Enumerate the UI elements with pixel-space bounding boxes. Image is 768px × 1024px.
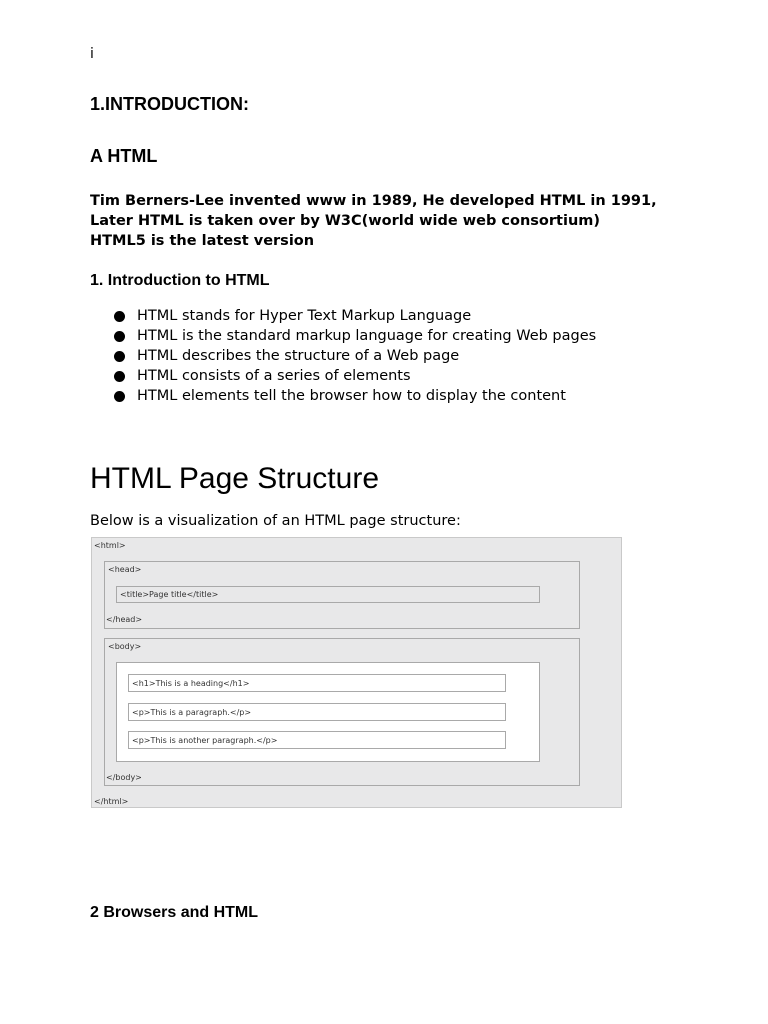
paragraph-line: HTML5 is the latest version xyxy=(90,233,315,249)
p1-tag: <p>This is a paragraph.</p> xyxy=(132,708,252,717)
subsection-heading-browsers: 2 Browsers and HTML xyxy=(90,904,259,921)
paragraph-line: Tim Berners-Lee invented www in 1989, He developed HTML in 1991, xyxy=(90,193,657,209)
list-item-text: HTML elements tell the browser how to display the content xyxy=(137,388,566,404)
page-structure-heading: HTML Page Structure xyxy=(90,462,379,495)
html-open-tag: <html> xyxy=(94,541,126,550)
bullet-icon xyxy=(114,371,125,382)
title-tag: <title>Page title</title> xyxy=(120,590,219,599)
bullet-icon xyxy=(114,351,125,362)
bullet-icon xyxy=(114,311,125,322)
page-marker: i xyxy=(90,46,94,62)
subsection-heading-intro: 1. Introduction to HTML xyxy=(90,272,270,289)
p2-tag: <p>This is another paragraph.</p> xyxy=(132,736,278,745)
bullet-list xyxy=(112,306,596,406)
list-item-text: HTML stands for Hyper Text Markup Language xyxy=(137,308,472,324)
diagram-caption: Below is a visualization of an HTML page structure: xyxy=(90,513,461,529)
head-open-tag: <head> xyxy=(108,565,142,574)
intro-paragraph xyxy=(90,191,657,251)
html-close-tag: </html> xyxy=(94,797,129,806)
list-item-text: HTML consists of a series of elements xyxy=(137,368,411,384)
section-heading: A HTML xyxy=(90,146,158,166)
list-item xyxy=(112,366,596,386)
body-open-tag: <body> xyxy=(108,642,142,651)
h1-tag: <h1>This is a heading</h1> xyxy=(132,679,250,688)
list-item-text: HTML describes the structure of a Web page xyxy=(137,348,460,364)
list-item xyxy=(112,346,596,366)
bullet-icon xyxy=(114,391,125,402)
head-close-tag: </head> xyxy=(106,615,143,624)
list-item xyxy=(112,306,596,326)
body-close-tag: </body> xyxy=(106,773,142,782)
list-item-text: HTML is the standard markup language for creating Web pages xyxy=(137,328,597,344)
list-item xyxy=(112,386,596,406)
paragraph-line: Later HTML is taken over by W3C(world wide web consortium) xyxy=(90,213,601,229)
bullet-icon xyxy=(114,331,125,342)
intro-heading: 1.INTRODUCTION: xyxy=(90,94,249,114)
list-item xyxy=(112,326,596,346)
html-structure-diagram xyxy=(91,537,622,808)
